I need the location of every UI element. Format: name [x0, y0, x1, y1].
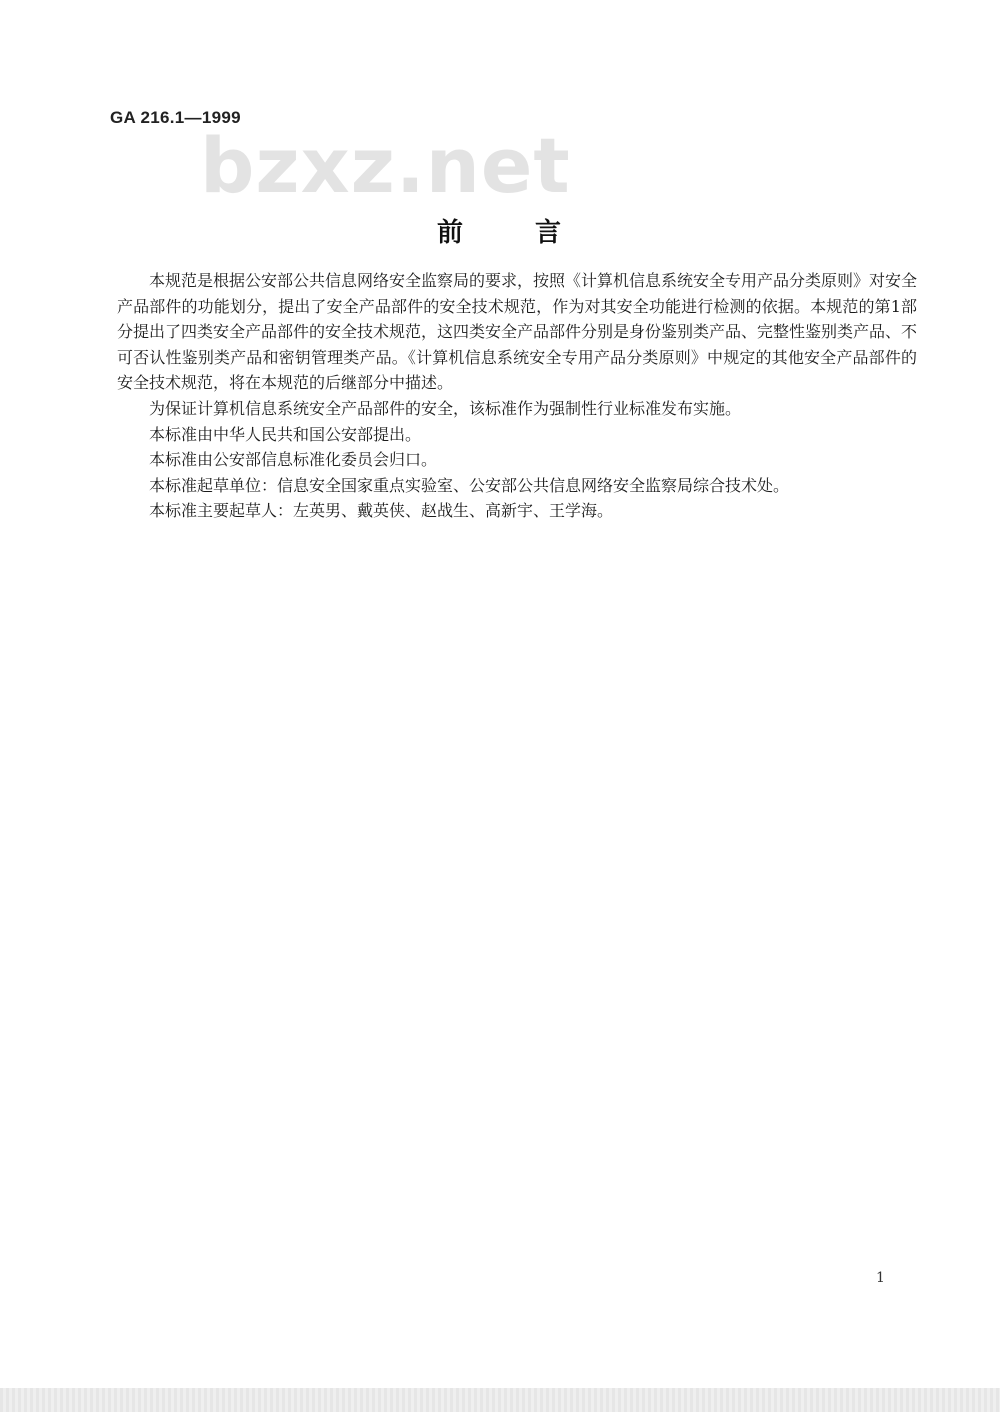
paragraph-administrator: 本标准由公安部信息标准化委员会归口。	[149, 450, 438, 470]
page-bottom-strip	[0, 1388, 1000, 1412]
foreword-body	[117, 268, 917, 524]
section-title	[0, 212, 1000, 249]
paragraph-intro: 本规范是根据公安部公共信息网络安全监察局的要求，按照《计算机信息系统安全专用产品分类原则》对安全产品部件的功能划分，提出了安全产品部件的安全技术规范，作为对其安全功能进行检测的依据。本规范的第1部分提出了四类安全产品部件的安全技术规范，这四类安全产品部件分别是身份鉴别类产品、完整性鉴别类产品、不可否认性鉴别类产品和密钥管理类产品。《计算机信息系统安全专用产品分类原则》中规定的其他安全产品部件的安全技术规范，将在本规范的后继部分中描述。	[117, 271, 918, 393]
title-char-1: 前	[436, 218, 465, 248]
document-code: GA 216.1—1999	[110, 108, 241, 127]
title-char-2: 言	[535, 218, 564, 248]
watermark: bzxz.net	[200, 121, 571, 210]
paragraph-proposer: 本标准由中华人民共和国公安部提出。	[149, 424, 422, 444]
paragraph-drafters: 本标准主要起草人：左英男、戴英侠、赵战生、高新宇、王学海。	[149, 501, 614, 521]
paragraph-drafting-units: 本标准起草单位：信息安全国家重点实验室、公安部公共信息网络安全监察局综合技术处。	[149, 475, 790, 495]
paragraph-purpose: 为保证计算机信息系统安全产品部件的安全，该标准作为强制性行业标准发布实施。	[149, 398, 742, 418]
page-number: 1	[876, 1270, 885, 1286]
